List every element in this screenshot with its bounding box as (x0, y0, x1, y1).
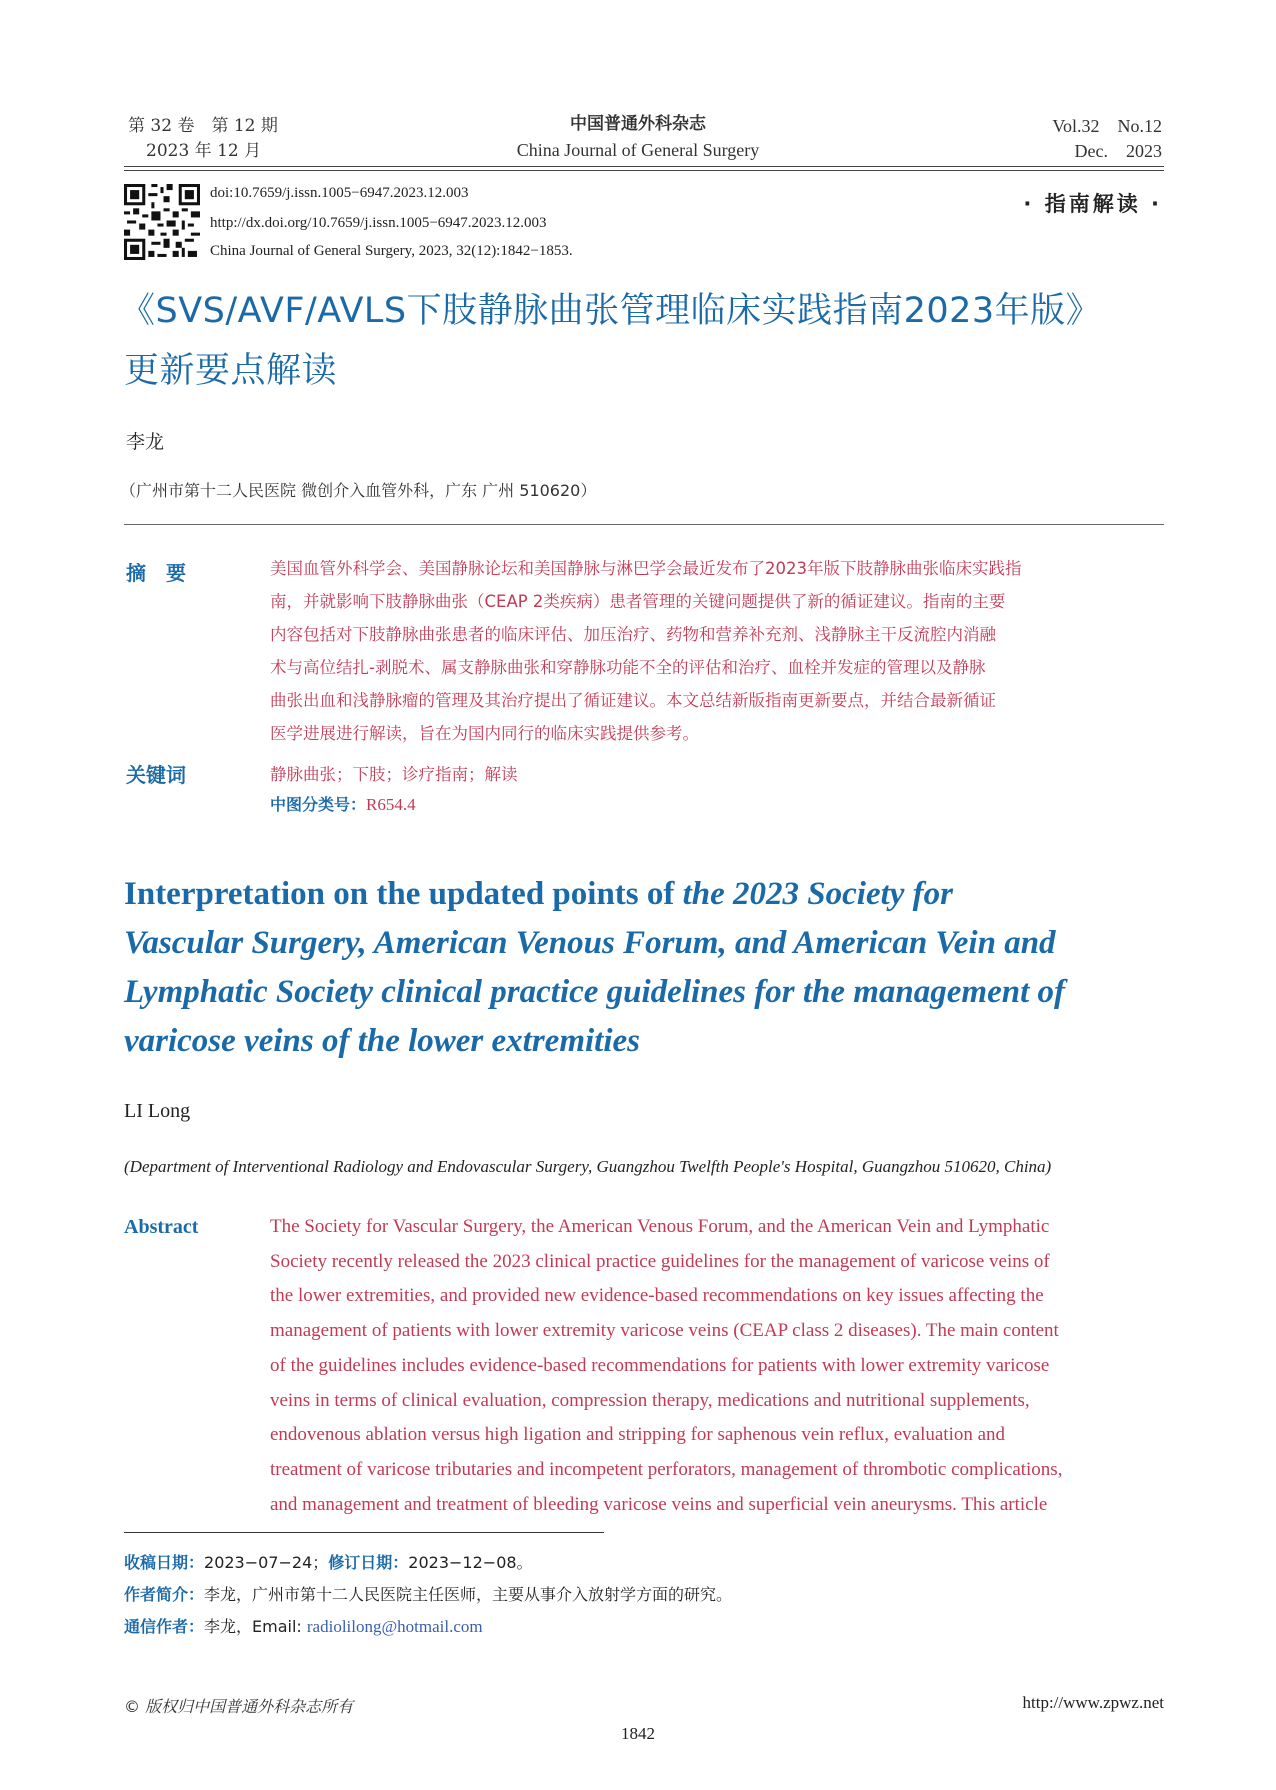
abstract-cn-line: 美国血管外科学会、美国静脉论坛和美国静脉与淋巴学会最近发布了2023年版下肢静脉曲张临床实践指 (270, 559, 1022, 578)
keywords-cn: 静脉曲张；下肢；诊疗指南；解读 (270, 765, 518, 784)
abstract-cn-line: 医学进展进行解读，旨在为国内同行的临床实践提供参考。 (270, 724, 699, 743)
title-en-line1-italic: the 2023 Society for (682, 876, 954, 912)
header-rule-top (124, 166, 1164, 167)
clc-label: 中图分类号： (270, 795, 367, 814)
footnote-rule (124, 1532, 604, 1533)
author-en: LI Long (124, 1100, 191, 1122)
header-date-en: Dec. 2023 (1074, 141, 1162, 161)
title-en-line2: Vascular Surgery, American Venous Forum, and American Vein and (124, 925, 1056, 961)
doi-text: doi:10.7659/j.issn.1005−6947.2023.12.003 (210, 185, 469, 201)
footnotes (124, 1547, 732, 1643)
author-cn: 李龙 (126, 431, 165, 453)
clc-value: R654.4 (366, 795, 416, 814)
footnote-dates: 收稿日期：2023−07−24；修订日期：2023−12−08。 (124, 1553, 533, 1572)
abstract-en-line: management of patients with lower extremity varicose veins (CEAP class 2 diseases). The main content (270, 1320, 1059, 1342)
qr-code-icon (124, 184, 200, 260)
title-en (124, 870, 1174, 1066)
clc-line (270, 792, 416, 815)
affiliation-en: (Department of Interventional Radiology and Endovascular Surgery, Guangzhou Twelfth People's Hospital, Guangzhou 510620, China) (124, 1157, 1052, 1176)
abstract-cn-line: 南，并就影响下肢静脉曲张（CEAP 2类疾病）患者管理的关键问题提供了新的循证建议。指南的主要 (270, 592, 1006, 611)
title-cn-line2: 更新要点解读 (124, 351, 338, 391)
abstract-en-line: treatment of varicose tributaries and incompetent perforators, management of thrombotic complications, (270, 1458, 1063, 1480)
abstract-rule (124, 524, 1164, 525)
citation-text: China Journal of General Surgery, 2023, 32(12):1842−1853. (210, 243, 573, 259)
email-link[interactable]: radiolilong@hotmail.com (306, 1617, 483, 1636)
affiliation-cn: （广州市第十二人民医院 微创介入血管外科，广东 广州 510620） (120, 481, 597, 500)
copyright: © 版权归中国普通外科杂志所有 (124, 1697, 354, 1716)
abstract-label-cn: 摘 要 (126, 561, 186, 585)
doi-url-link[interactable]: http://dx.doi.org/10.7659/j.issn.1005−6947.2023.12.003 (210, 215, 547, 231)
header-journal-en: China Journal of General Surgery (516, 140, 760, 160)
footnote-bio: 作者简介：李龙，广州市第十二人民医院主任医师，主要从事介入放射学方面的研究。 (124, 1585, 733, 1604)
abstract-en-line: The Society for Vascular Surgery, the American Venous Forum, and the American Vein and Lymphatic (270, 1216, 1050, 1237)
abstract-en-line: and management and treatment of bleeding varicose veins and superficial vein aneurysms. This article (270, 1493, 1048, 1515)
abstract-cn (270, 552, 1164, 750)
keywords-label-cn: 关键词 (126, 763, 186, 787)
title-en-line1-plain: Interpretation on the updated points of (124, 876, 683, 912)
abstract-en-line: endovenous ablation versus high ligation and stripping for saphenous vein reflux, evaluation and (270, 1424, 1006, 1446)
page-number: 1842 (621, 1724, 655, 1743)
abstract-cn-line: 曲张出血和浅静脉瘤的管理及其治疗提出了循证建议。本文总结新版指南更新要点，并结合最新循证 (270, 691, 996, 710)
header-vol-issue-cn: 第 32 卷 第 12 期 (128, 116, 278, 136)
journal-url-link[interactable]: http://www.zpwz.net (1022, 1693, 1164, 1712)
abstract-en (270, 1210, 1164, 1522)
abstract-cn-line: 术与高位结扎-剥脱术、属支静脉曲张和穿静脉功能不全的评估和治疗、血栓并发症的管理以及静脉 (270, 658, 986, 677)
abstract-en-line: of the guidelines includes evidence-based recommendations for patients with lower extremity varicose (270, 1354, 1050, 1376)
abstract-cn-line: 内容包括对下肢静脉曲张患者的临床评估、加压治疗、药物和营养补充剂、浅静脉主干反流腔内消融 (270, 625, 996, 644)
received-date: 2023−07−24； (204, 1553, 329, 1572)
header-rule-bottom (124, 170, 1164, 171)
abstract-en-line: the lower extremities, and provided new evidence-based recommendations on key issues affecting the (270, 1285, 1044, 1307)
abstract-en-line: veins in terms of clinical evaluation, compression therapy, medications and nutritional supplements, (270, 1389, 1030, 1411)
footnote-corresponding: 通信作者：李龙，Email: radiolilong@hotmail.com (124, 1617, 483, 1636)
header-date-cn: 2023 年 12 月 (146, 141, 262, 161)
title-en-line4: varicose veins of the lower extremities (124, 1023, 640, 1059)
title-en-line3: Lymphatic Society clinical practice guidelines for the management of (124, 974, 1065, 1010)
section-tag: · 指南解读 · (1023, 192, 1162, 216)
abstract-label-en: Abstract (124, 1216, 199, 1238)
revised-date: 2023−12−08。 (408, 1553, 533, 1572)
header-vol-no-en: Vol.32 No.12 (1052, 116, 1162, 136)
header-journal-cn: 中国普通外科杂志 (570, 114, 706, 134)
title-cn-line1: 《SVS/AVF/AVLS下肢静脉曲张管理临床实践指南2023年版》 (120, 291, 1102, 331)
abstract-en-line: Society recently released the 2023 clinical practice guidelines for the management of varicose veins of (270, 1250, 1050, 1272)
title-en-line1 (124, 870, 1174, 919)
